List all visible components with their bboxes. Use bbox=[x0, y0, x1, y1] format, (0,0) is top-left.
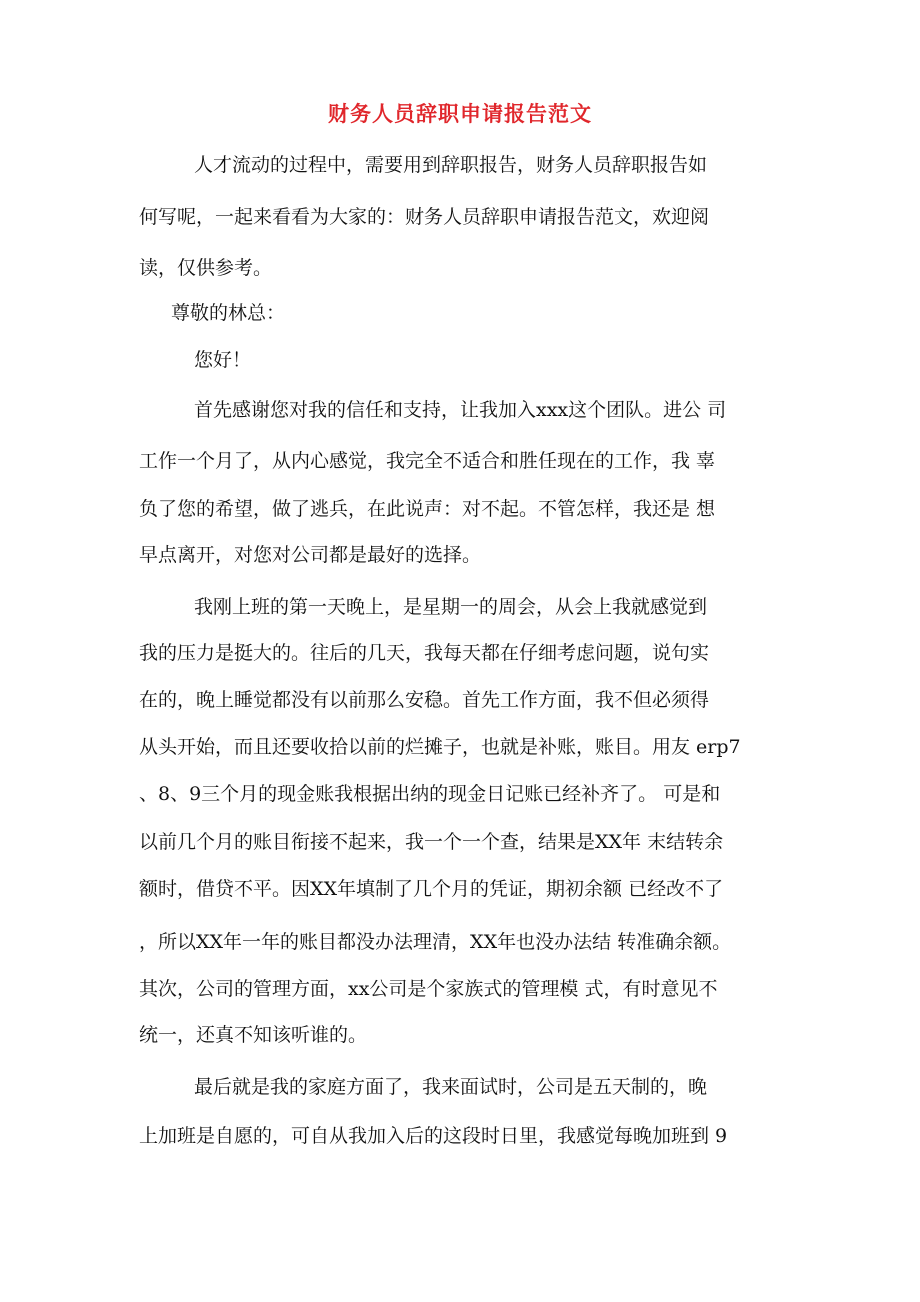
paragraph-line: 统一，还真不知该听谁的。 bbox=[139, 1024, 368, 1046]
document-title: 财务人员辞职申请报告范文 bbox=[328, 101, 592, 126]
paragraph-line: 读，仅供参考。 bbox=[139, 257, 273, 279]
paragraph-line: 我的压力是挺大的。往后的几天，我每天都在仔细考虑问题，说句实 bbox=[139, 642, 710, 664]
paragraph-line: 人才流动的过程中，需要用到辞职报告，财务人员辞职报告如 bbox=[194, 154, 708, 176]
paragraph-line: 最后就是我的家庭方面了，我来面试时，公司是五天制的，晚 bbox=[194, 1076, 708, 1098]
paragraph-line: 其次，公司的管理方面，xx公司是个家族式的管理模 式，有时意见不 bbox=[139, 978, 718, 1000]
paragraph-line: 早点离开，对您对公司都是最好的选择。 bbox=[139, 544, 482, 566]
paragraph-line: 额时，借贷不平。因XX年填制了几个月的凭证，期初余额 已经改不了 bbox=[139, 878, 724, 900]
paragraph-line: 以前几个月的账目衔接不起来，我一个一个查，结果是XX年 末结转余 bbox=[139, 831, 724, 853]
paragraph-line: 从头开始，而且还要收拾以前的烂摊子，也就是补账，账目。用友 erp7 bbox=[139, 736, 741, 758]
paragraph-line: ，所以XX年一年的账目都没办法理清，XX年也没办法结 转准确余额。 bbox=[139, 931, 732, 953]
paragraph-line: 我刚上班的第一天晚上，是星期一的周会，从会上我就感觉到 bbox=[194, 596, 708, 618]
paragraph-line: 首先感谢您对我的信任和支持，让我加入xxx这个团队。进公 司 bbox=[194, 399, 727, 421]
paragraph-line: 、8、9三个月的现金账我根据出纳的现金日记账已经补齐了。 可是和 bbox=[139, 783, 721, 805]
paragraph-line: 上加班是自愿的，可自从我加入后的这段时日里，我感觉每晚加班到 9 bbox=[139, 1125, 728, 1147]
paragraph-line: 在的，晚上睡觉都没有以前那么安稳。首先工作方面，我不但必须得 bbox=[139, 689, 710, 711]
greeting: 您好！ bbox=[194, 349, 252, 371]
paragraph-line: 何写呢，一起来看看为大家的：财务人员辞职申请报告范文，欢迎阅 bbox=[139, 206, 710, 228]
paragraph-line: 工作一个月了，从内心感觉，我完全不适合和胜任现在的工作，我 辜 bbox=[139, 450, 716, 472]
paragraph-line: 负了您的希望，做了逃兵，在此说声：对不起。不管怎样，我还是 想 bbox=[139, 498, 716, 520]
salutation: 尊敬的林总： bbox=[171, 302, 286, 324]
